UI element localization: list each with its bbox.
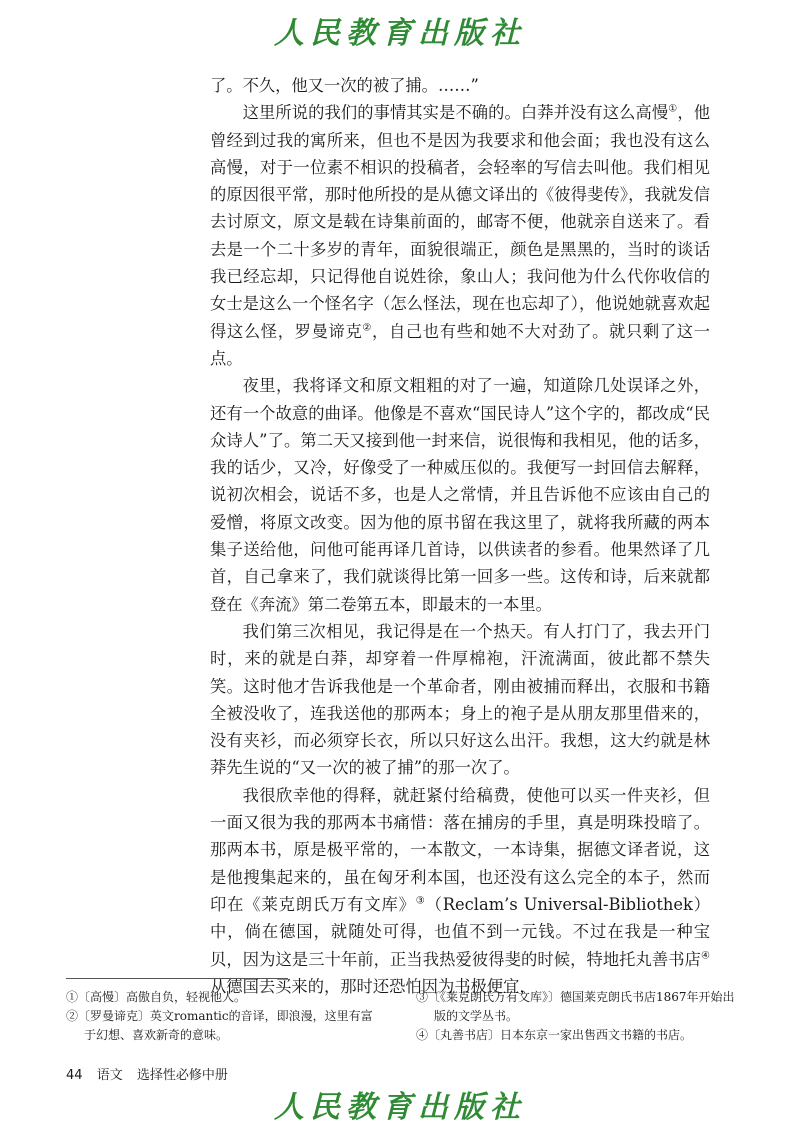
footnote-divider	[66, 978, 288, 979]
footnote-mark: ①	[668, 103, 678, 115]
page-footer	[66, 1064, 238, 1083]
subject-label: 语文	[96, 1068, 123, 1083]
footnote: ②〔罗曼谛克〕英文romantic的音译，即浪漫，这里有富于幻想、喜欢新奇的意味。	[66, 1009, 373, 1042]
publisher-logo-top: 人民教育出版社	[274, 16, 526, 51]
footnote-mark: ③	[415, 895, 426, 907]
footnote: ③〔《莱克朗氏万有文库》〕德国莱克朗氏书店1867年开始出版的文学丛书。	[416, 990, 735, 1023]
footnote: ①〔高慢〕高傲自负，轻视他人。	[66, 990, 247, 1004]
paragraph: 我们第三次相见，我记得是在一个热天。有人打门了，我去开门时，来的就是白莽，却穿着一件厚棉袍，汗流满面，彼此都不禁失笑。这时他才告诉我他是一个革命者，刚由被捕而释出，衣服和书籍全被没收了，连我送他的那两本；身上的袍子是从朋友那里借来的，没有夹衫，而必须穿长衣，所以只好这么出汗。我想，这大约就是林莽先生说的“又一次的被了捕”的那一次了。	[210, 621, 710, 778]
main-text	[210, 72, 710, 1000]
publisher-logo-bottom: 人民教育出版社	[274, 1090, 526, 1125]
paragraph: 夜里，我将译文和原文粗粗的对了一遍，知道除几处误译之外，还有一个故意的曲译。他像是不喜欢“国民诗人”这个字的，都改成“民众诗人”了。第二天又接到他一封来信，说很悔和我相见，他的话多，我的话少，又冷，好像受了一种威压似的。我便写一封回信去解释，说初次相会，说话不多，也是人之常情，并且告诉他不应该由自己的爱憎，将原文改变。因为他的原书留在我这里了，就将我所藏的两本集子送给他，问他可能再译几首诗，以供读者的参看。他果然译了几首，自己拿来了，我们就谈得比第一回多一些。这传和诗，后来就都登在《奔流》第二卷第五本，即最末的一本里。	[210, 376, 710, 614]
paragraph: 我很欣幸他的得释，就赶紧付给稿费，使他可以买一件夹衫，但一面又很为我的那两本书痛惜：落在捕房的手里，真是明珠投暗了。那两本书，原是极平常的，一本散文，一本诗集，据德文译者说，这是他搜集起来的，虽在匈牙利本国，也还没有这么完全的本子，然而印在《莱克朗氏万有文库》③（Reclam’s Universal-Bibliothek）中，倘在德国，就随处可得，也值不到一元钱。不过在我是一种宝贝，因为这是三十年前，正当我热爱彼得斐的时候，特地托丸善书店④从德国去买来的，那时还恐怕因为书极便宜，	[210, 785, 710, 996]
footnote-mark: ④	[701, 950, 710, 962]
footnote: ④〔丸善书店〕日本东京一家出售西文书籍的书店。	[416, 1028, 693, 1042]
paragraph: 这里所说的我们的事情其实是不确的。白莽并没有这么高慢①，他曾经到过我的寓所来，但也不是因为我要求和他会面；我也没有这么高慢，对于一位素不相识的投稿者，会轻率的写信去叫他。我们相见的原因很平常，那时他所投的是从德文译出的《彼得斐传》，我就发信去讨原文，原文是载在诗集前面的，邮寄不便，他就亲自送来了。看去是一个二十多岁的青年，面貌很端正，颜色是黑黑的，当时的谈话我已经忘却，只记得他自说姓徐，象山人；我问他为什么代你收信的女士是这么一个怪名字（怎么怪法，现在也忘却了），他说她就喜欢起得这么怪，罗曼谛克②，自己也有些和她不大对劲了。就只剩了这一点。	[210, 103, 710, 368]
book-label: 选择性必修中册	[136, 1068, 228, 1083]
footnote-mark: ②	[362, 322, 373, 334]
paragraph: 了。不久，他又一次的被了捕。……”	[210, 76, 479, 95]
page-number: 44	[66, 1068, 83, 1083]
